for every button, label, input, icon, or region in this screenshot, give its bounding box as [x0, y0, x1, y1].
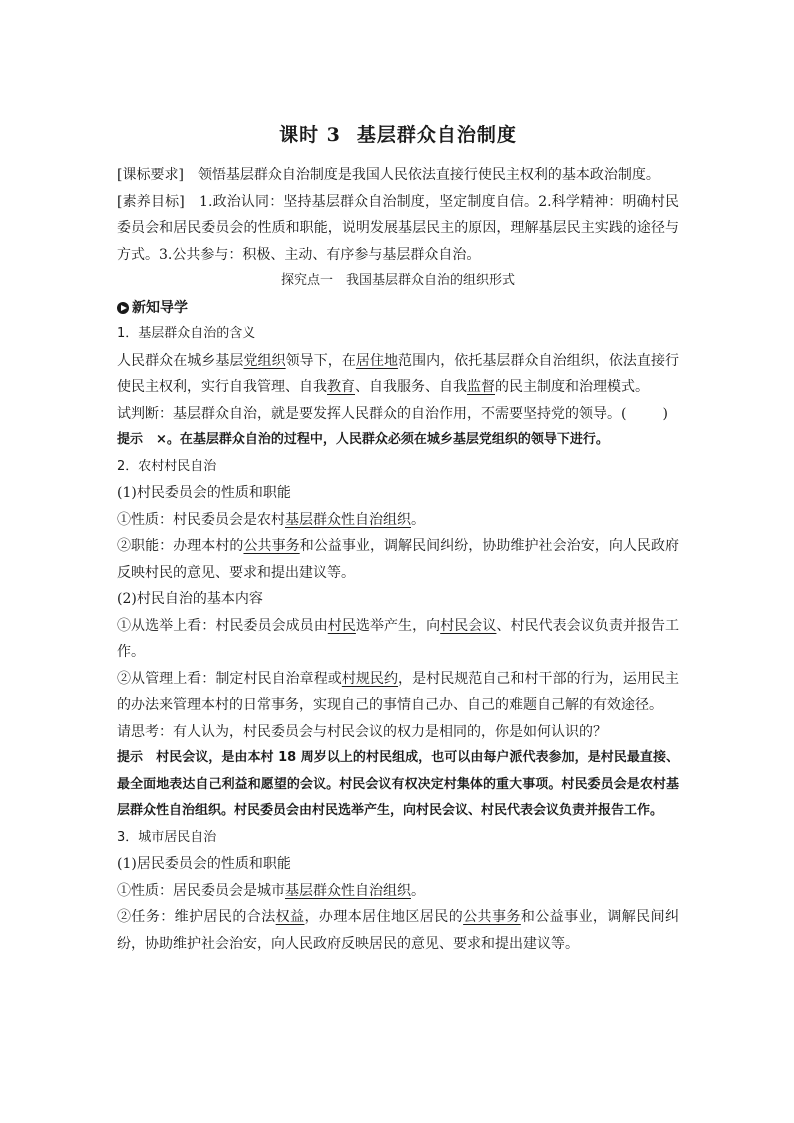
- section-3-heading: 3．城市居民自治: [117, 829, 217, 845]
- new-knowledge-heading: 新知导学: [117, 295, 679, 322]
- management-content: ②从管理上看：制定村民自治章程或村规民约，是村民规范自己和村干部的行为，运用民主的办法来管理本村的日常事务，实现自己的事情自己办、自己的难题自己解的有效途径。: [117, 670, 680, 713]
- village-committee-duty: ②职能：办理本村的公共事务和公益事业，调解民间纠纷，协助维护社会治安，向人民政府反映村民的意见、要求和提出建议等。: [117, 538, 680, 581]
- curriculum-standard: [课标要求] 领悟基层群众自治制度是我国人民依法直接行使民主权利的基本政治制度。: [117, 167, 660, 183]
- section-2-sub-2: (2)村民自治的基本内容: [117, 591, 263, 607]
- play-circle-icon: [117, 302, 129, 314]
- election-content: ①从选举上看：村民委员会成员由村民选举产生，向村民会议、村民代表会议负责并报告工作。: [117, 617, 680, 660]
- resident-committee-nature: ①性质：居民委员会是城市基层群众性自治组织。: [117, 882, 425, 899]
- judge-question: 试判断：基层群众自治，就是要发挥人民群众的自治作用，不需要坚持党的领导。( ): [117, 405, 668, 422]
- think-hint: 提示 村民会议，是由本村 18 周岁以上的村民组成，也可以由每户派代表参加，是村民最直接、最全面地表达自己利益和愿望的会议。村民会议有权决定村集体的重大事项。村民委员会是农村基层群众性自治组织。村民委员会由村民选举产生，向村民会议、村民代表会议负责并报告工作。: [117, 750, 679, 818]
- resident-committee-task: ②任务：维护居民的合法权益，办理本居住地区居民的公共事务和公益事业，调解民间纠纷，协助维护社会治安，向人民政府反映居民的意见、要求和提出建议等。: [117, 909, 680, 952]
- inquiry-title: 探究点一 我国基层群众自治的组织形式: [280, 273, 515, 288]
- section-3-sub-1: (1)居民委员会的性质和职能: [117, 856, 291, 872]
- section-2-sub-1: (1)村民委员会的性质和职能: [117, 485, 291, 501]
- section-1-definition: 人民群众在城乡基层党组织领导下，在居住地范围内，依托基层群众自治组织，依法直接行使民主权利，实行自我管理、自我教育、自我服务、自我监督的民主制度和治理模式。: [117, 352, 680, 395]
- document-page: [117, 118, 679, 957]
- section-1-heading: 1．基层群众自治的含义: [117, 326, 256, 341]
- page-title: 课时 3 基层群众自治制度: [279, 124, 517, 146]
- think-question: 请思考：有人认为，村民委员会与村民会议的权力是相同的，你是如何认识的？: [117, 723, 607, 740]
- section-2-heading: 2．农村村民自治: [117, 458, 217, 474]
- judge-hint: 提示 ×。在基层群众自治的过程中，人民群众必须在城乡基层党组织的领导下进行。: [117, 432, 609, 447]
- village-committee-nature: ①性质：村民委员会是农村基层群众性自治组织。: [117, 511, 425, 528]
- literacy-goals: [素养目标] 1.政治认同：坚持基层群众自治制度，坚定制度自信。2.科学精神：明确村民委员会和居民委员会的性质和职能，说明发展基层民主的原因，理解基层民主实践的途径与方式。3.公共参与：积极、主动、有序参与基层群众自治。: [117, 193, 679, 263]
